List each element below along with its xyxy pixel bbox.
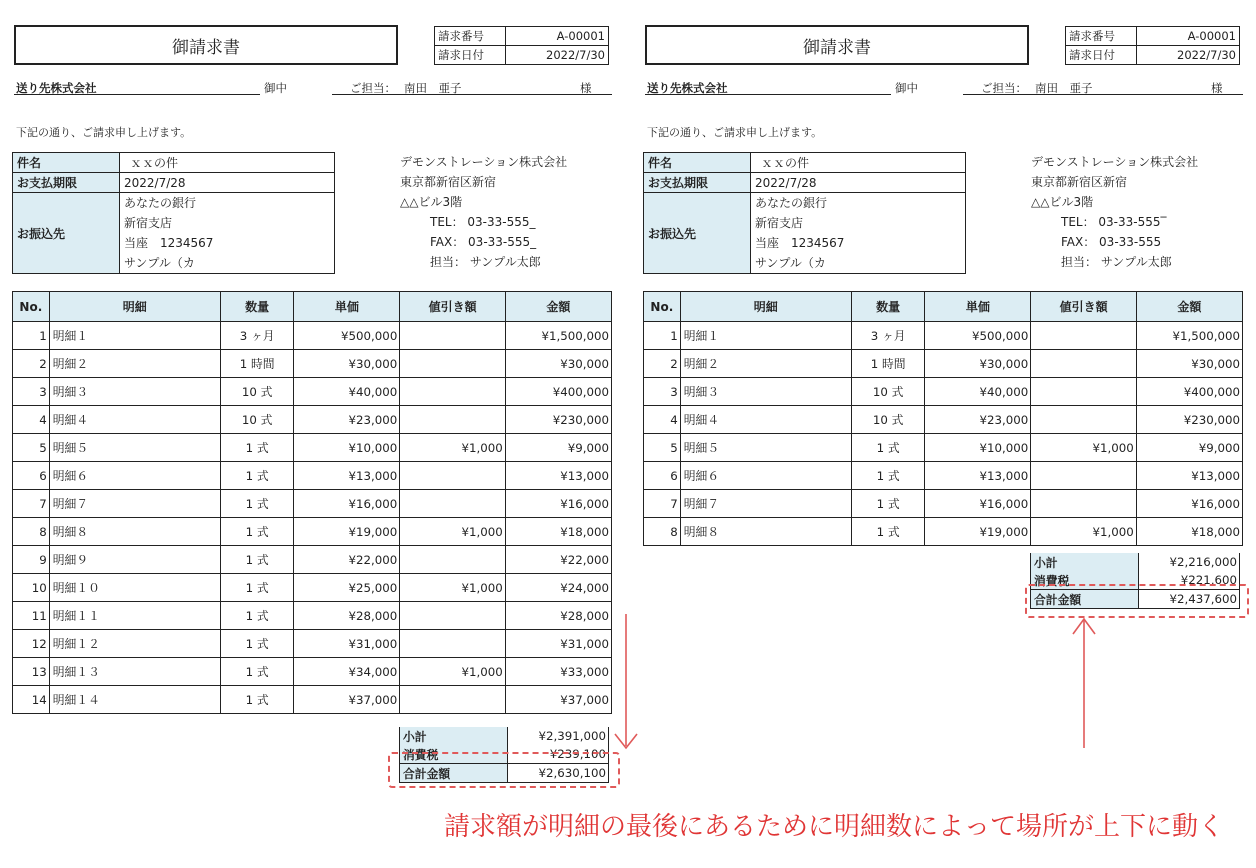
table-row — [644, 518, 1243, 546]
item-price: ¥30,000 — [925, 350, 1031, 378]
meta-row — [435, 46, 609, 65]
item-qty: 1 式 — [220, 434, 294, 462]
table-header-row — [13, 292, 612, 322]
summary-label: 消費税 — [400, 745, 508, 764]
item-qty: 1 式 — [220, 658, 294, 686]
item-amount: ¥22,000 — [505, 546, 611, 574]
item-qty: 1 式 — [220, 462, 294, 490]
meta-value: A-00001 — [1137, 27, 1240, 46]
item-name: 明細５ — [680, 434, 851, 462]
item-no: 6 — [644, 462, 681, 490]
table-row — [13, 602, 612, 630]
item-discount — [1031, 406, 1136, 434]
header-price: 単価 — [925, 292, 1031, 322]
billing-info-table — [12, 152, 335, 274]
item-qty: 1 式 — [220, 630, 294, 658]
item-qty: 1 式 — [851, 490, 925, 518]
issuer-tel: TEL： 03-33-555_ — [430, 215, 536, 229]
table-row — [13, 574, 612, 602]
bank-line: 当座 1234567 — [124, 236, 214, 250]
issuer-name: デモンストレーション株式会社 — [1031, 155, 1199, 169]
invoice-title: 御請求書 — [645, 25, 1029, 65]
down-arrow-icon — [611, 612, 641, 752]
summary-label: 消費税 — [1031, 571, 1139, 590]
item-qty: 10 式 — [220, 378, 294, 406]
item-price: ¥34,000 — [294, 658, 400, 686]
item-qty: 10 式 — [220, 406, 294, 434]
item-name: 明細４ — [680, 406, 851, 434]
recipient-name: 送り先株式会社 — [16, 81, 97, 95]
total-highlight-left — [388, 752, 620, 788]
table-row — [644, 350, 1243, 378]
table-row — [644, 434, 1243, 462]
subject-value: ｘｘの件 — [751, 153, 966, 173]
item-amount: ¥9,000 — [1136, 434, 1242, 462]
item-discount — [400, 546, 505, 574]
item-qty: 1 式 — [220, 574, 294, 602]
header-item: 明細 — [680, 292, 851, 322]
item-discount — [400, 630, 505, 658]
item-name: 明細１ — [49, 322, 220, 350]
line-items-table — [12, 291, 612, 714]
item-amount: ¥37,000 — [505, 686, 611, 714]
item-discount — [1031, 322, 1136, 350]
item-amount: ¥33,000 — [505, 658, 611, 686]
item-name: 明細８ — [680, 518, 851, 546]
bank-line: あなたの銀行 — [755, 196, 828, 210]
meta-label: 請求日付 — [435, 46, 506, 65]
issuer-building: △△ビル3階 — [400, 195, 463, 209]
summary-value: ¥2,391,000 — [508, 727, 609, 745]
item-no: 2 — [13, 350, 50, 378]
table-row — [644, 490, 1243, 518]
item-name: 明細１４ — [49, 686, 220, 714]
item-qty: 1 式 — [220, 546, 294, 574]
item-qty: 1 時間 — [220, 350, 294, 378]
item-discount — [400, 602, 505, 630]
recipient-name: 送り先株式会社 — [647, 81, 728, 95]
item-no: 11 — [13, 602, 50, 630]
issuer-block — [1031, 152, 1198, 272]
header-amount: 金額 — [1136, 292, 1242, 322]
table-row — [13, 686, 612, 714]
contact-label: ご担当： — [981, 81, 1027, 95]
table-row — [644, 322, 1243, 350]
summary-value: ¥239,100 — [508, 745, 609, 764]
item-price: ¥500,000 — [925, 322, 1031, 350]
total-highlight-right — [1025, 584, 1249, 618]
item-amount: ¥30,000 — [505, 350, 611, 378]
bank-line: サンプル（カ — [755, 256, 826, 270]
item-qty: 1 式 — [851, 518, 925, 546]
invoice-meta-table — [434, 26, 609, 65]
item-qty: 1 式 — [220, 518, 294, 546]
summary-label: 合計金額 — [1031, 590, 1139, 609]
item-price: ¥23,000 — [925, 406, 1031, 434]
bank-value — [120, 193, 335, 274]
issuer-contact: 担当： サンプル太郎 — [1061, 255, 1172, 269]
item-no: 13 — [13, 658, 50, 686]
table-row — [13, 406, 612, 434]
item-no: 14 — [13, 686, 50, 714]
item-price: ¥19,000 — [294, 518, 400, 546]
item-amount: ¥18,000 — [1136, 518, 1242, 546]
item-price: ¥16,000 — [294, 490, 400, 518]
item-amount: ¥230,000 — [1136, 406, 1242, 434]
issuer-block — [400, 152, 567, 272]
item-amount: ¥24,000 — [505, 574, 611, 602]
item-name: 明細１２ — [49, 630, 220, 658]
item-no: 8 — [13, 518, 50, 546]
item-amount: ¥16,000 — [1136, 490, 1242, 518]
item-amount: ¥1,500,000 — [1136, 322, 1242, 350]
item-amount: ¥400,000 — [505, 378, 611, 406]
item-name: 明細９ — [49, 546, 220, 574]
summary-value: ¥2,216,000 — [1139, 553, 1240, 571]
meta-value: 2022/7/30 — [1137, 46, 1240, 65]
item-price: ¥10,000 — [925, 434, 1031, 462]
intro-text: 下記の通り、ご請求申し上げます。 — [647, 126, 823, 139]
issuer-fax: FAX： 03-33-555_ — [430, 235, 537, 249]
recipient-line — [14, 76, 610, 96]
header-amount: 金額 — [505, 292, 611, 322]
item-price: ¥22,000 — [294, 546, 400, 574]
header-qty: 数量 — [220, 292, 294, 322]
bank-label: お振込先 — [644, 193, 751, 274]
item-price: ¥500,000 — [294, 322, 400, 350]
header-discount: 値引き額 — [400, 292, 505, 322]
table-row — [644, 462, 1243, 490]
item-name: 明細７ — [680, 490, 851, 518]
item-qty: 1 式 — [851, 462, 925, 490]
subject-label: 件名 — [644, 153, 751, 173]
meta-label: 請求番号 — [435, 27, 506, 46]
item-discount — [400, 378, 505, 406]
subject-value: ｘｘの件 — [120, 153, 335, 173]
item-amount: ¥31,000 — [505, 630, 611, 658]
item-price: ¥30,000 — [294, 350, 400, 378]
item-price: ¥28,000 — [294, 602, 400, 630]
item-qty: 1 時間 — [851, 350, 925, 378]
bank-line: 当座 1234567 — [755, 236, 845, 250]
contact-person: 南田 亜子 — [404, 81, 462, 95]
item-discount: ¥1,000 — [400, 658, 505, 686]
meta-value: 2022/7/30 — [506, 46, 609, 65]
divider — [14, 94, 260, 95]
meta-value: A-00001 — [506, 27, 609, 46]
item-name: 明細３ — [49, 378, 220, 406]
item-amount: ¥13,000 — [1136, 462, 1242, 490]
item-qty: 1 式 — [220, 686, 294, 714]
item-no: 6 — [13, 462, 50, 490]
contact-person: 南田 亜子 — [1035, 81, 1093, 95]
bank-line: 新宿支店 — [755, 216, 804, 230]
item-qty: 1 式 — [220, 602, 294, 630]
divider — [645, 94, 891, 95]
item-amount: ¥9,000 — [505, 434, 611, 462]
table-row — [13, 462, 612, 490]
header-no: No. — [13, 292, 50, 322]
item-amount: ¥28,000 — [505, 602, 611, 630]
meta-label: 請求日付 — [1066, 46, 1137, 65]
item-qty: 1 式 — [851, 434, 925, 462]
meta-label: 請求番号 — [1066, 27, 1137, 46]
item-amount: ¥230,000 — [505, 406, 611, 434]
summary-value: ¥221,600 — [1139, 571, 1240, 590]
recipient-suffix: 御中 — [895, 81, 918, 95]
issuer-tel: TEL： 03-33-555‾ — [1061, 215, 1167, 229]
item-no: 8 — [644, 518, 681, 546]
item-no: 9 — [13, 546, 50, 574]
item-name: 明細４ — [49, 406, 220, 434]
bank-line: サンプル（カ — [124, 256, 195, 270]
item-qty: 10 式 — [851, 378, 925, 406]
item-discount: ¥1,000 — [400, 574, 505, 602]
table-row — [644, 378, 1243, 406]
item-qty: 1 式 — [220, 490, 294, 518]
item-discount — [400, 406, 505, 434]
item-name: 明細６ — [680, 462, 851, 490]
summary-label: 小計 — [1031, 553, 1139, 571]
issuer-name: デモンストレーション株式会社 — [400, 155, 568, 169]
due-value: 2022/7/28 — [751, 173, 966, 193]
item-no: 7 — [644, 490, 681, 518]
honorific: 様 — [580, 81, 592, 95]
issuer-fax: FAX： 03-33-555 — [1061, 235, 1162, 249]
table-row — [13, 518, 612, 546]
item-no: 3 — [13, 378, 50, 406]
item-discount — [1031, 462, 1136, 490]
item-price: ¥10,000 — [294, 434, 400, 462]
item-discount — [1031, 490, 1136, 518]
recipient-suffix: 御中 — [264, 81, 287, 95]
item-no: 1 — [644, 322, 681, 350]
item-discount: ¥1,000 — [1031, 434, 1136, 462]
table-row — [13, 378, 612, 406]
table-row — [13, 350, 612, 378]
table-row — [13, 434, 612, 462]
item-amount: ¥18,000 — [505, 518, 611, 546]
bank-line: 新宿支店 — [124, 216, 173, 230]
table-row — [13, 322, 612, 350]
summary-label: 小計 — [400, 727, 508, 745]
header-price: 単価 — [294, 292, 400, 322]
item-name: 明細７ — [49, 490, 220, 518]
invoice-title: 御請求書 — [14, 25, 398, 65]
issuer-address: 東京都新宿区新宿 — [400, 175, 497, 189]
item-name: 明細３ — [680, 378, 851, 406]
table-row — [13, 490, 612, 518]
item-discount: ¥1,000 — [400, 518, 505, 546]
meta-row — [1066, 27, 1240, 46]
item-no: 12 — [13, 630, 50, 658]
item-price: ¥37,000 — [294, 686, 400, 714]
item-amount: ¥30,000 — [1136, 350, 1242, 378]
header-item: 明細 — [49, 292, 220, 322]
bank-label: お振込先 — [13, 193, 120, 274]
item-no: 1 — [13, 322, 50, 350]
summary-value: ¥2,630,100 — [508, 764, 609, 783]
item-qty: 3 ヶ月 — [851, 322, 925, 350]
invoice-meta-table — [1065, 26, 1240, 65]
item-name: 明細２ — [680, 350, 851, 378]
issuer-building: △△ビル3階 — [1031, 195, 1094, 209]
billing-info-table — [643, 152, 966, 274]
meta-row — [435, 27, 609, 46]
item-amount: ¥1,500,000 — [505, 322, 611, 350]
item-no: 10 — [13, 574, 50, 602]
invoice-right — [643, 0, 1243, 760]
item-discount — [1031, 350, 1136, 378]
item-name: 明細１３ — [49, 658, 220, 686]
issuer-contact: 担当： サンプル太郎 — [430, 255, 541, 269]
item-price: ¥16,000 — [925, 490, 1031, 518]
item-name: 明細１１ — [49, 602, 220, 630]
bank-value — [751, 193, 966, 274]
item-no: 4 — [13, 406, 50, 434]
item-discount: ¥1,000 — [400, 434, 505, 462]
item-amount: ¥400,000 — [1136, 378, 1242, 406]
recipient-line — [645, 76, 1241, 96]
header-discount: 値引き額 — [1031, 292, 1136, 322]
item-no: 7 — [13, 490, 50, 518]
item-price: ¥13,000 — [925, 462, 1031, 490]
item-amount: ¥16,000 — [505, 490, 611, 518]
up-arrow-icon — [1069, 616, 1099, 750]
meta-row — [1066, 46, 1240, 65]
item-name: 明細１ — [680, 322, 851, 350]
item-name: 明細２ — [49, 350, 220, 378]
item-name: 明細５ — [49, 434, 220, 462]
invoice-left — [12, 0, 612, 781]
table-row — [13, 630, 612, 658]
table-header-row — [644, 292, 1243, 322]
item-qty: 3 ヶ月 — [220, 322, 294, 350]
item-no: 5 — [644, 434, 681, 462]
summary-label: 合計金額 — [400, 764, 508, 783]
item-discount — [400, 462, 505, 490]
due-label: お支払期限 — [644, 173, 751, 193]
due-label: お支払期限 — [13, 173, 120, 193]
header-no: No. — [644, 292, 681, 322]
item-price: ¥31,000 — [294, 630, 400, 658]
line-items-table — [643, 291, 1243, 546]
summary-value: ¥2,437,600 — [1139, 590, 1240, 609]
honorific: 様 — [1211, 81, 1223, 95]
subject-label: 件名 — [13, 153, 120, 173]
item-price: ¥25,000 — [294, 574, 400, 602]
item-name: 明細１０ — [49, 574, 220, 602]
header-qty: 数量 — [851, 292, 925, 322]
contact-label: ご担当： — [350, 81, 396, 95]
item-price: ¥19,000 — [925, 518, 1031, 546]
item-discount — [400, 350, 505, 378]
item-discount — [400, 686, 505, 714]
item-no: 3 — [644, 378, 681, 406]
item-name: 明細６ — [49, 462, 220, 490]
annotation-caption: 請求額が明細の最後にあるために明細数によって場所が上下に動く — [444, 812, 1225, 842]
item-amount: ¥13,000 — [505, 462, 611, 490]
item-price: ¥40,000 — [294, 378, 400, 406]
item-qty: 10 式 — [851, 406, 925, 434]
due-value: 2022/7/28 — [120, 173, 335, 193]
item-price: ¥40,000 — [925, 378, 1031, 406]
item-price: ¥23,000 — [294, 406, 400, 434]
item-price: ¥13,000 — [294, 462, 400, 490]
item-no: 5 — [13, 434, 50, 462]
table-row — [13, 546, 612, 574]
item-discount — [400, 490, 505, 518]
issuer-address: 東京都新宿区新宿 — [1031, 175, 1128, 189]
item-discount — [1031, 378, 1136, 406]
summary-row — [400, 727, 609, 745]
table-row — [13, 658, 612, 686]
summary-row — [1031, 553, 1240, 571]
table-row — [644, 406, 1243, 434]
item-discount — [400, 322, 505, 350]
item-no: 4 — [644, 406, 681, 434]
item-no: 2 — [644, 350, 681, 378]
item-name: 明細８ — [49, 518, 220, 546]
item-discount: ¥1,000 — [1031, 518, 1136, 546]
intro-text: 下記の通り、ご請求申し上げます。 — [16, 126, 192, 139]
bank-line: あなたの銀行 — [124, 196, 197, 210]
